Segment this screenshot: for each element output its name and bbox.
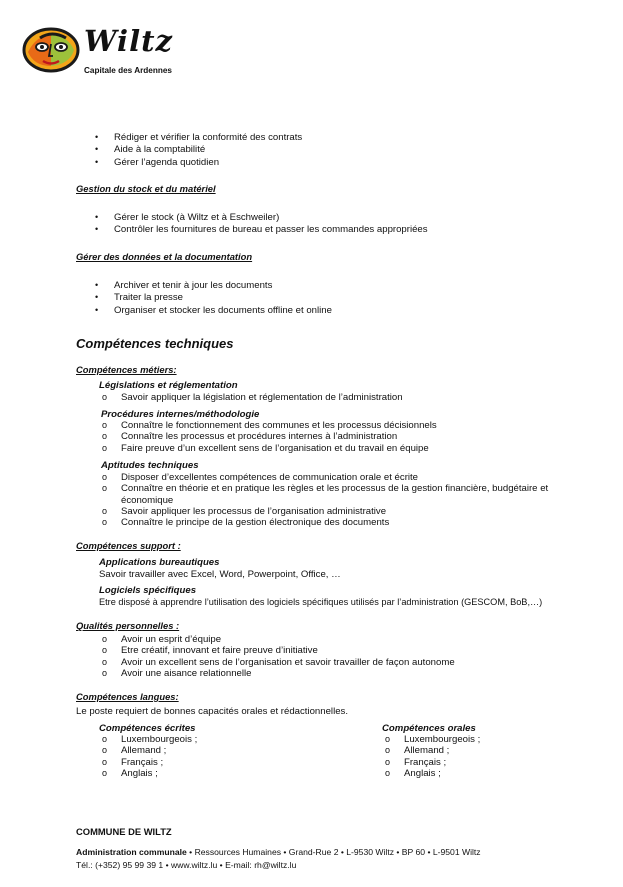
list-item: o Allemand ;: [102, 745, 167, 757]
list-item: o Avoir une aisance relationnelle: [102, 667, 252, 679]
list-item: o Faire preuve d’un excellent sens de l’organisation et du travail en équipe: [102, 442, 429, 454]
list-item: o Luxembourgeois ;: [102, 734, 198, 745]
list-item: o Anglais ;: [102, 767, 158, 779]
list-item: o Disposer d’excellentes compétences de communication orale et écrite: [102, 472, 419, 483]
list-item: o Luxembourgeois ;: [385, 734, 481, 745]
donnees-list: [95, 280, 332, 317]
orales-title: Compétences orales: [382, 723, 476, 734]
list-item: o Connaître le fonctionnement des communes et les processus décisionnels: [102, 420, 437, 431]
list-item: • Gérer l’agenda quotidien: [95, 156, 220, 168]
procedures-list: [102, 420, 437, 454]
aptitudes-title: Aptitudes techniques: [101, 460, 199, 471]
list-item: • Rédiger et vérifier la conformité des contrats: [95, 132, 303, 143]
list-item: o Savoir appliquer les processus de l’organisation administrative: [102, 505, 387, 517]
list-item: • Aide à la comptabilité: [95, 144, 206, 156]
legislation-title: Législations et réglementation: [99, 380, 238, 391]
footer-address-text: • Ressources Humaines • Grand-Rue 2 • L-9530 Wiltz • BP 60 • L-9501 Wiltz: [186, 847, 481, 857]
langues-heading: Compétences langues:: [76, 691, 179, 702]
bureautique-text: Savoir travailler avec Excel, Word, Powerpoint, Office, …: [99, 569, 341, 580]
footer-address: [76, 847, 481, 858]
qualites-heading: Qualités personnelles :: [76, 620, 180, 631]
logiciels-title: Logiciels spécifiques: [99, 585, 197, 596]
list-item: o Connaître en théorie et en pratique les règles et les processus de la gestion financière, budgétaire et: [102, 483, 549, 495]
list-item: • Gérer le stock (à Wiltz et à Eschweiler): [95, 212, 280, 223]
orales-list: [385, 734, 481, 779]
legislation-list: [102, 392, 403, 404]
list-item: o Etre créatif, innovant et faire preuve d’initiative: [102, 645, 318, 657]
list-item: • Organiser et stocker les documents offline et online: [95, 304, 332, 316]
list-item: o Français ;: [102, 756, 164, 768]
list-item: o Savoir appliquer la législation et réglementation de l’administration: [102, 392, 403, 403]
list-item: o Allemand ;: [385, 745, 450, 757]
logo-tagline: Capitale des Ardennes: [84, 66, 172, 75]
procedures-title: Procédures internes/méthodologie: [101, 409, 260, 420]
footer-admin-label: Administration communale: [76, 847, 187, 857]
aptitudes-list: [102, 472, 549, 529]
stock-heading: Gestion du stock et du matériel: [76, 183, 216, 194]
list-item: o Avoir un excellent sens de l’organisation et savoir travailler de façon autonome: [102, 656, 455, 668]
support-heading: Compétences support :: [76, 540, 181, 551]
section-title-competences-techniques: Compétences techniques: [76, 336, 234, 351]
bureautique-title: Applications bureautiques: [99, 557, 220, 568]
list-item: o Français ;: [385, 756, 447, 768]
footer-title: COMMUNE DE WILTZ: [76, 826, 172, 837]
task-list-top: [95, 132, 303, 169]
metiers-heading: Compétences métiers:: [76, 364, 177, 375]
ecrites-title: Compétences écrites: [99, 723, 196, 734]
list-item: • Contrôler les fournitures de bureau et passer les commandes appropriées: [95, 224, 428, 236]
footer-contact: Tél.: (+352) 95 99 39 1 • www.wiltz.lu • E-mail: rh@wiltz.lu: [76, 860, 297, 870]
logiciels-text: Etre disposé à apprendre l’utilisation des logiciels spécifiques utilisés par l’administration (GESCOM, BoB,…): [99, 597, 543, 607]
qualites-list: [102, 634, 455, 679]
list-item: o Anglais ;: [385, 767, 441, 779]
list-item: • Traiter la presse: [95, 292, 183, 304]
wiltz-logo-icon: [22, 26, 80, 74]
logo-wordmark: Wiltz: [84, 24, 173, 58]
langues-intro: Le poste requiert de bonnes capacités orales et rédactionnelles.: [76, 706, 348, 717]
list-item: o Connaître le principe de la gestion électronique des documents: [102, 517, 390, 529]
stock-list: [95, 212, 428, 237]
list-item-continued: économique: [121, 494, 174, 506]
ecrites-list: [102, 734, 198, 779]
list-item: o Avoir un esprit d’équipe: [102, 634, 222, 645]
list-item: • Archiver et tenir à jour les documents: [95, 280, 273, 291]
list-item: o Connaître les processus et procédures internes à l’administration: [102, 431, 398, 443]
donnees-heading: Gérer des données et la documentation: [76, 251, 253, 262]
